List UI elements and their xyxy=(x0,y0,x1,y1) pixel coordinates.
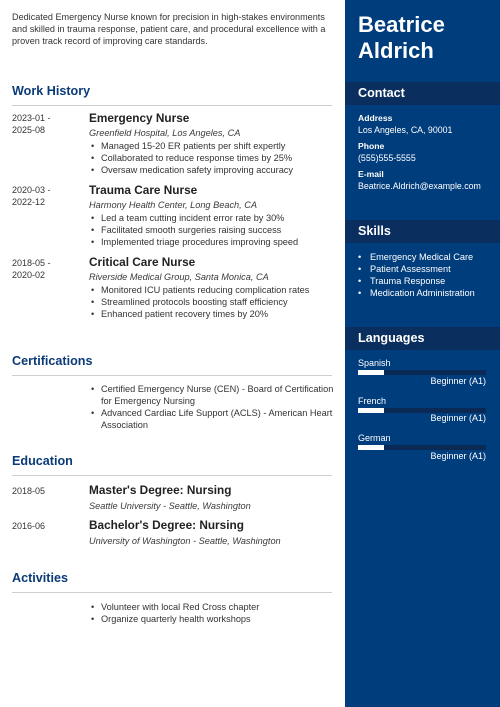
language-level: Beginner (A1) xyxy=(430,413,486,423)
activity-item: • Volunteer with local Red Cross chapter xyxy=(89,601,334,613)
job-bullet: • Oversaw medication safety improving accuracy xyxy=(89,164,334,176)
job-date-end: 2022-12 xyxy=(12,197,46,207)
skills-list xyxy=(358,251,496,299)
job-date-start: 2023-01 - xyxy=(12,113,51,123)
language-proficiency-fill xyxy=(358,370,384,375)
school-name: Seattle University - Seattle, Washington xyxy=(89,501,251,511)
job-bullet: • Implemented triage procedures improving speed xyxy=(89,236,334,248)
education-date: 2018-05 xyxy=(12,486,46,496)
degree-title: Master's Degree: Nursing xyxy=(89,483,232,497)
address-value: Los Angeles, CA, 90001 xyxy=(358,125,453,135)
language-level: Beginner (A1) xyxy=(430,451,486,461)
job-organization: Greenfield Hospital, Los Angeles, CA xyxy=(89,128,241,138)
activities-divider xyxy=(12,592,332,593)
work-history-divider xyxy=(12,105,332,106)
phone-value: (555)555-5555 xyxy=(358,153,416,163)
certifications-heading: Certifications xyxy=(12,354,93,368)
skill-item: • Medication Administration xyxy=(358,287,496,299)
education-divider xyxy=(12,475,332,476)
job-organization: Riverside Medical Group, Santa Monica, CA xyxy=(89,272,269,282)
certifications-divider xyxy=(12,375,332,376)
work-history-heading: Work History xyxy=(12,84,91,98)
job-organization: Harmony Health Center, Long Beach, CA xyxy=(89,200,258,210)
languages-heading: Languages xyxy=(345,327,500,350)
skill-item: • Patient Assessment xyxy=(358,263,496,275)
job-bullets xyxy=(89,284,334,320)
job-bullet: • Streamlined protocols boosting staff efficiency xyxy=(89,296,334,308)
certification-item: • Certified Emergency Nurse (CEN) - Board of Certification for Emergency Nursing xyxy=(89,383,334,407)
education-heading: Education xyxy=(12,454,73,468)
sidebar xyxy=(345,0,500,707)
job-bullet: • Facilitated smooth surgeries raising success xyxy=(89,224,334,236)
certification-item: • Advanced Cardiac Life Support (ACLS) - American Heart Association xyxy=(89,407,334,431)
job-date-end: 2025-08 xyxy=(12,125,46,135)
activities-heading: Activities xyxy=(12,571,68,585)
language-name: German xyxy=(358,433,391,443)
professional-summary: Dedicated Emergency Nurse known for precision in high-stakes environments and skilled in trauma response, patient care, and procedural excellence with a proven track record of improving care standards. xyxy=(12,12,326,46)
contact-heading: Contact xyxy=(345,82,500,105)
job-date-start: 2018-05 - xyxy=(12,258,51,268)
job-bullets xyxy=(89,140,334,176)
job-date-end: 2020-02 xyxy=(12,270,46,280)
language-proficiency-fill xyxy=(358,445,384,450)
phone-label: Phone xyxy=(358,141,385,151)
job-bullet: • Managed 15-20 ER patients per shift expertly xyxy=(89,140,334,152)
skill-item: • Emergency Medical Care xyxy=(358,251,496,263)
address-label: Address xyxy=(358,113,393,123)
education-date: 2016-06 xyxy=(12,521,46,531)
certification-list xyxy=(89,383,334,431)
skills-heading: Skills xyxy=(345,220,500,243)
last-name: Aldrich xyxy=(358,38,434,63)
candidate-name xyxy=(358,12,445,64)
job-bullet: • Monitored ICU patients reducing complication rates xyxy=(89,284,334,296)
job-date-start: 2020-03 - xyxy=(12,185,51,195)
job-bullet: • Enhanced patient recovery times by 20% xyxy=(89,308,334,320)
activities-list xyxy=(89,601,334,625)
activity-item: • Organize quarterly health workshops xyxy=(89,613,334,625)
language-name: Spanish xyxy=(358,358,391,368)
email-label: E-mail xyxy=(358,169,384,179)
job-title: Critical Care Nurse xyxy=(89,255,196,269)
first-name: Beatrice xyxy=(358,12,445,37)
skill-item: • Trauma Response xyxy=(358,275,496,287)
language-proficiency-bar xyxy=(358,370,486,375)
language-level: Beginner (A1) xyxy=(430,376,486,386)
degree-title: Bachelor's Degree: Nursing xyxy=(89,518,244,532)
job-title: Trauma Care Nurse xyxy=(89,183,198,197)
job-bullet: • Collaborated to reduce response times by 25% xyxy=(89,152,334,164)
language-proficiency-bar xyxy=(358,445,486,450)
school-name: University of Washington - Seattle, Washington xyxy=(89,536,281,546)
job-title: Emergency Nurse xyxy=(89,111,190,125)
email-link[interactable]: Beatrice.Aldrich@example.com xyxy=(358,181,481,191)
job-bullets xyxy=(89,212,334,248)
language-name: French xyxy=(358,396,387,406)
job-bullet: • Led a team cutting incident error rate by 30% xyxy=(89,212,334,224)
